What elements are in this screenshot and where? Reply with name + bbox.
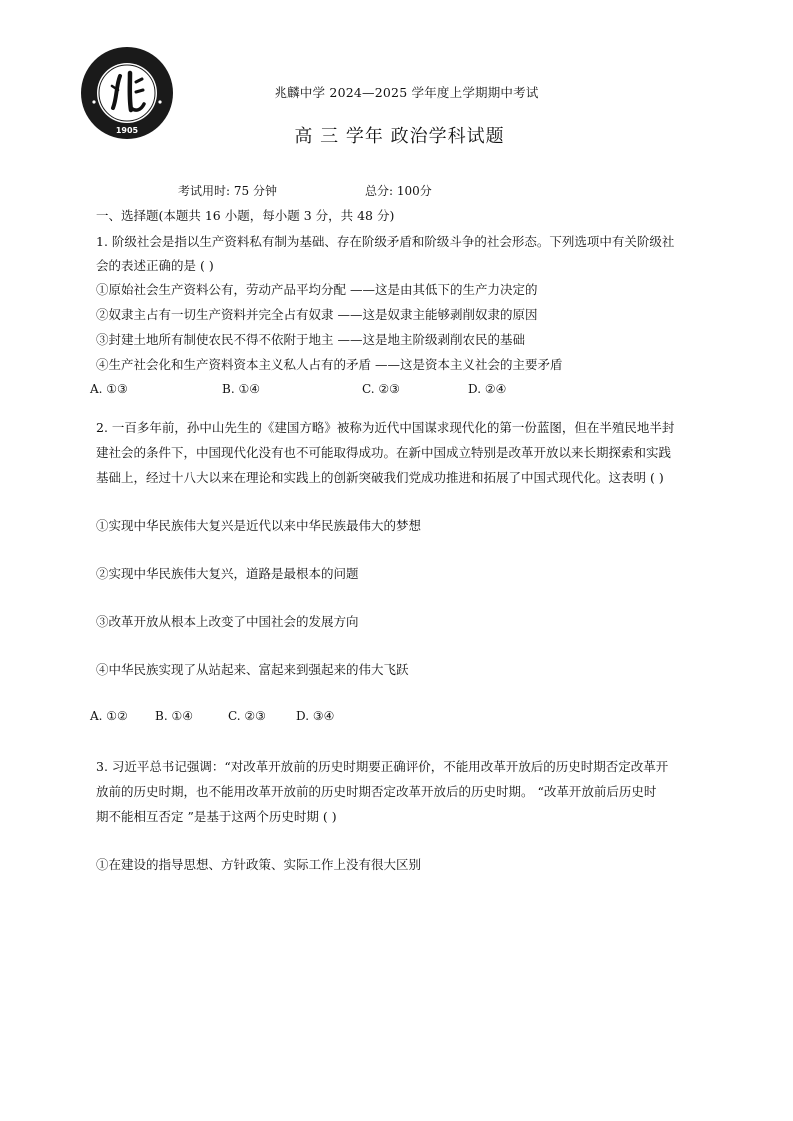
question-1-option-b: B. ①④ bbox=[222, 382, 260, 396]
page-title: 高 三 学年 政治学科试题 bbox=[294, 126, 505, 147]
question-2-statement-3: ③改革开放从根本上改变了中国社会的发展方向 bbox=[96, 614, 359, 629]
question-1-option-a: A. ①③ bbox=[90, 382, 128, 396]
section-heading: 一、选择题(本题共 16 小题，每小题 3 分，共 48 分) bbox=[96, 208, 395, 223]
question-2-statement-1: ①实现中华民族伟大复兴是近代以来中华民族最伟大的梦想 bbox=[96, 518, 422, 533]
question-1-option-c: C. ②③ bbox=[362, 382, 400, 396]
question-1-statement-2: ②奴隶主占有一切生产资料并完全占有奴隶 ——这是奴隶主能够剥削奴隶的原因 bbox=[96, 307, 538, 322]
question-2-option-a: A. ①② bbox=[90, 709, 128, 723]
question-1-stem-line-2: 会的表述正确的是 ( ) bbox=[96, 258, 214, 273]
question-3-stem-line-2: 放前的历史时期，也不能用改革开放前的历史时期否定改革开放后的历史时期。 “改革开放前后历史时 bbox=[96, 784, 657, 799]
question-2-option-b: B. ①④ bbox=[155, 709, 193, 723]
question-3-stem-line-1: 3. 习近平总书记强调：“对改革开放前的历史时期要正确评价，不能用改革开放后的历史时期否定改革开 bbox=[96, 759, 669, 774]
question-1-statement-3: ③封建土地所有制使农民不得不依附于地主 ——这是地主阶级剥削农民的基础 bbox=[96, 332, 525, 347]
question-2-option-c: C. ②③ bbox=[228, 709, 266, 723]
logo-year: 1905 bbox=[115, 126, 139, 135]
question-1-statement-1: ①原始社会生产资料公有，劳动产品平均分配 ——这是由其低下的生产力决定的 bbox=[96, 282, 538, 297]
question-1-option-d: D. ②④ bbox=[468, 382, 507, 396]
total-score-label: 总分: 100分 bbox=[365, 184, 432, 198]
question-2-statement-2: ②实现中华民族伟大复兴，道路是最根本的问题 bbox=[96, 566, 359, 581]
question-2-statement-4: ④中华民族实现了从站起来、富起来到强起来的伟大飞跃 bbox=[96, 662, 409, 677]
question-2-option-d: D. ③④ bbox=[296, 709, 335, 723]
question-2-stem-line-3: 基础上，经过十八大以来在理论和实践上的创新突破我们党成功推进和拓展了中国式现代化。这表明 ( ) bbox=[96, 470, 664, 485]
question-3-statement-1: ①在建设的指导思想、方针政策、实际工作上没有很大区别 bbox=[96, 857, 422, 872]
question-2-stem-line-2: 建社会的条件下，中国现代化没有也不可能取得成功。在新中国成立特别是改革开放以来长期探索和实践 bbox=[96, 445, 672, 460]
school-exam-name: 兆麟中学 2024—2025 学年度上学期期中考试 bbox=[274, 85, 539, 100]
question-1-stem-line-1: 1. 阶级社会是指以生产资料私有制为基础、存在阶级矛盾和阶级斗争的社会形态。下列选项中有关阶级社 bbox=[96, 234, 675, 249]
question-2-stem-line-1: 2. 一百多年前，孙中山先生的《建国方略》被称为近代中国谋求现代化的第一份蓝图，但在半殖民地半封 bbox=[96, 420, 675, 435]
question-1-statement-4: ④生产社会化和生产资料资本主义私人占有的矛盾 ——这是资本主义社会的主要矛盾 bbox=[96, 357, 563, 372]
exam-time-label: 考试用时: 75 分钟 bbox=[178, 184, 277, 198]
question-3-stem-line-3: 期不能相互否定 ”是基于这两个历史时期 ( ) bbox=[96, 809, 337, 824]
